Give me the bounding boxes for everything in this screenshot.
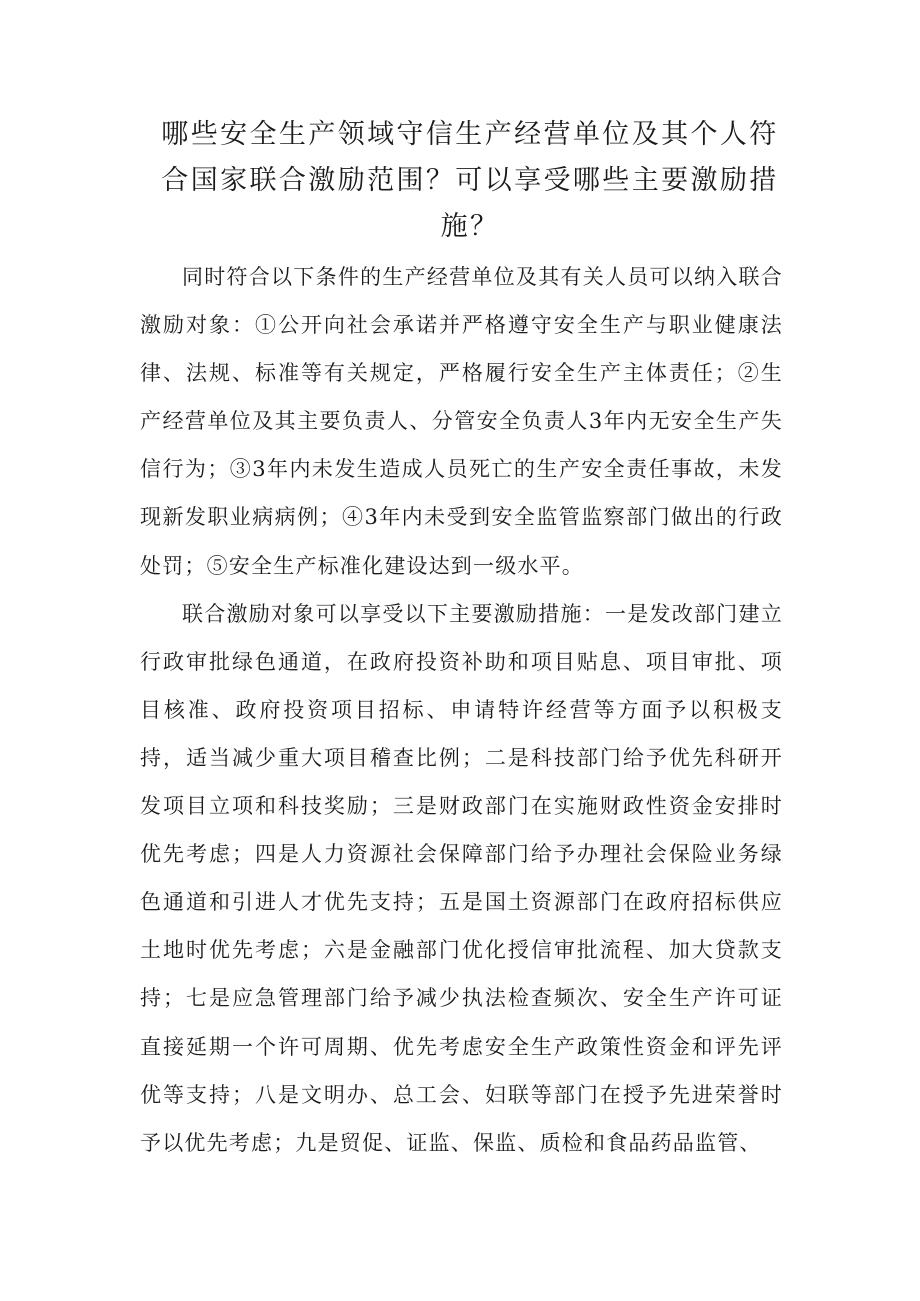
document-body (140, 253, 783, 1167)
paragraph-eligibility-conditions: 同时符合以下条件的生产经营单位及其有关人员可以纳入联合激励对象：①公开向社会承诺并严格遵守安全生产与职业健康法律、法规、标准等有关规定，严格履行安全生产主体责任；②生产经营单位及其主要负责人、分管安全负责人3年内无安全生产失信行为；③3年内未发生造成人员死亡的生产安全责任事故，未发现新发职业病病例；④3年内未受到安全监管监察部门做出的行政处罚；⑤安全生产标准化建设达到一级水平。 (140, 265, 783, 578)
paragraph-incentive-measures: 联合激励对象可以享受以下主要激励措施：一是发改部门建立行政审批绿色通道，在政府投资补助和项目贴息、项目审批、项目核准、政府投资项目招标、申请特许经营等方面予以积极支持，适当减少重大项目稽查比例；二是科技部门给予优先科研开发项目立项和科技奖励；三是财政部门在实施财政性资金安排时优先考虑；四是人力资源社会保障部门给予办理社会保险业务绿色通道和引进人才优先支持；五是国土资源部门在政府招标供应土地时优先考虑；六是金融部门优化授信审批流程、加大贷款支持；七是应急管理部门给予减少执法检查频次、安全生产许可证直接延期一个许可周期、优先考虑安全生产政策性资金和评先评优等支持；八是文明办、总工会、妇联等部门在授予先进荣誉时予以优先考虑；九是贸促、证监、保监、质检和食品药品监管、 (140, 601, 783, 1155)
document-title: 哪些安全生产领域守信生产经营单位及其个人符合国家联合激励范围？可以享受哪些主要激励措施？ (161, 119, 779, 242)
